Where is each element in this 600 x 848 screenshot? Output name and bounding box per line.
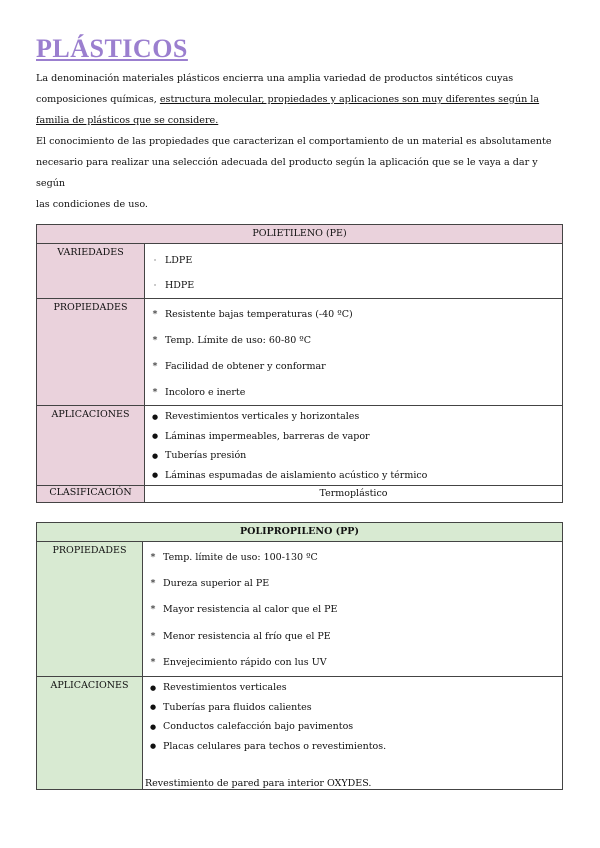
polietileno-aplicaciones-list	[145, 406, 562, 485]
intro-line-1: La denominación materiales plásticos encierra una amplia variedad de productos sintéticos cuyas	[36, 73, 514, 84]
polietileno-variedades-list	[145, 244, 562, 298]
polipropileno-nota: Revestimiento de pared para interior OXYDES.	[145, 777, 372, 789]
page-title: PLÁSTICOS	[36, 34, 188, 63]
list-item: ● Conductos calefacción bajo pavimentos	[143, 717, 562, 737]
list-item: ● Placas celulares para techos o revestimientos.	[143, 736, 562, 756]
list-item: * Mayor resistencia al calor que el PE	[143, 597, 562, 623]
bullet-dot-icon: ·	[153, 280, 157, 290]
intro-line-5: necesario para realizar una selección adecuada del producto según la aplicación que se le vaya a dar y según	[36, 157, 538, 189]
polipropileno-propiedades-cell	[143, 542, 563, 677]
list-item: · HDPE	[145, 272, 562, 298]
polietileno-propiedades-list	[145, 299, 562, 405]
intro-line-4: El conocimiento de las propiedades que caracterizan el comportamiento de un material es absolutamente	[36, 136, 552, 147]
bullet-disc-icon: ●	[149, 722, 157, 731]
bullet-asterisk-icon: *	[152, 386, 158, 398]
bullet-asterisk-icon: *	[152, 360, 158, 372]
polipropileno-aplicaciones-label: APLICACIONES	[37, 676, 143, 789]
bullet-asterisk-icon: *	[150, 657, 156, 669]
bullet-disc-icon: ●	[149, 683, 157, 692]
bullet-asterisk-icon: *	[150, 630, 156, 642]
polipropileno-aplicaciones-cell	[143, 676, 563, 789]
polipropileno-propiedades-list	[143, 542, 562, 676]
polietileno-table	[36, 224, 563, 503]
intro-paragraph	[36, 68, 564, 215]
bullet-asterisk-icon: *	[150, 578, 156, 590]
intro-line-3-underlined: familia de plásticos que se considere.	[36, 115, 219, 126]
polipropileno-aplicaciones-list	[143, 677, 562, 756]
polietileno-variedades-cell	[145, 244, 563, 299]
list-item: ● Láminas impermeables, barreras de vapor	[145, 427, 562, 447]
intro-line-2: composiciones químicas,	[36, 94, 160, 105]
list-item: * Dureza superior al PE	[143, 570, 562, 596]
polietileno-clasificacion-label: CLASIFICACIÓN	[37, 486, 145, 503]
polietileno-aplicaciones-cell	[145, 406, 563, 486]
polietileno-variedades-label: VARIEDADES	[37, 244, 145, 299]
list-item: ● Tuberías para fluidos calientes	[143, 697, 562, 717]
list-item: * Envejecimiento rápido con lus UV	[143, 650, 562, 676]
list-item: ● Láminas espumadas de aislamiento acústico y térmico	[145, 466, 562, 486]
polietileno-propiedades-cell	[145, 299, 563, 406]
list-item: * Resistente bajas temperaturas (-40 ºC)	[145, 301, 562, 327]
polietileno-aplicaciones-label: APLICACIONES	[37, 406, 145, 486]
bullet-disc-icon: ●	[151, 412, 159, 421]
bullet-asterisk-icon: *	[152, 308, 158, 320]
polietileno-clasificacion-value: Termoplástico	[145, 486, 563, 503]
polietileno-propiedades-label: PROPIEDADES	[37, 299, 145, 406]
list-item: ● Tuberías presión	[145, 446, 562, 466]
bullet-disc-icon: ●	[151, 432, 159, 441]
bullet-disc-icon: ●	[149, 703, 157, 712]
polietileno-header: POLIETILENO (PE)	[37, 225, 563, 244]
bullet-disc-icon: ●	[149, 742, 157, 751]
list-item: * Menor resistencia al frío que el PE	[143, 623, 562, 649]
intro-line-6: las condiciones de uso.	[36, 199, 148, 210]
list-item: ● Revestimientos verticales y horizontales	[145, 407, 562, 427]
bullet-asterisk-icon: *	[150, 551, 156, 563]
list-item: * Temp. límite de uso: 100-130 ºC	[143, 544, 562, 570]
list-item: · LDPE	[145, 248, 562, 272]
polipropileno-header: POLIPROPILENO (PP)	[37, 523, 563, 542]
list-item: * Temp. Límite de uso: 60-80 ºC	[145, 327, 562, 353]
polipropileno-propiedades-label: PROPIEDADES	[37, 542, 143, 677]
intro-line-2-underlined: estructura molecular, propiedades y aplicaciones son muy diferentes según la	[159, 94, 540, 105]
bullet-disc-icon: ●	[151, 471, 159, 480]
document-page	[36, 34, 564, 789]
list-item: * Facilidad de obtener y conformar	[145, 353, 562, 379]
bullet-dot-icon: ·	[153, 255, 157, 265]
bullet-asterisk-icon: *	[150, 604, 156, 616]
polipropileno-table	[36, 522, 563, 790]
bullet-disc-icon: ●	[151, 451, 159, 460]
bullet-asterisk-icon: *	[152, 334, 158, 346]
list-item: ● Revestimientos verticales	[143, 678, 562, 698]
list-item: * Incoloro e inerte	[145, 379, 562, 405]
